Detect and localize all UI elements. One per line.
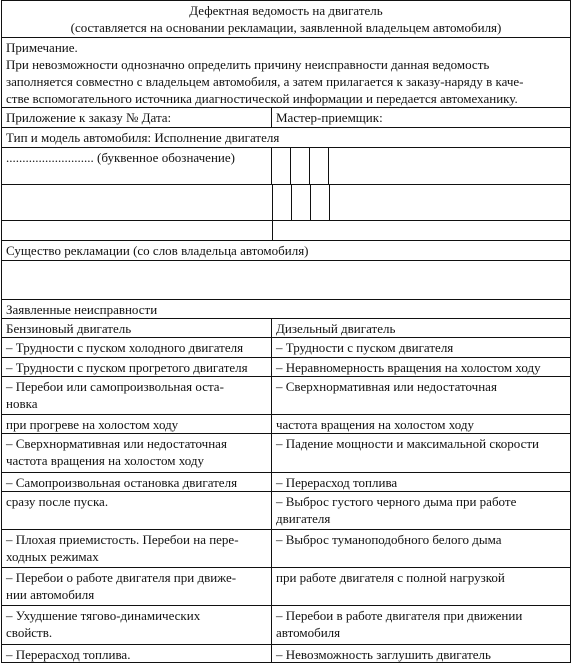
fault-text-line: – Перебои о работе двигателя при движе-	[6, 570, 237, 585]
note-line-1: При невозможности однозначно определить причину неисправности данная ведомость	[6, 57, 490, 72]
diesel-fault-item[interactable]	[272, 473, 570, 491]
petrol-fault-item[interactable]	[2, 377, 272, 414]
engine-code-box-7[interactable]	[311, 185, 330, 220]
petrol-fault-item[interactable]	[2, 338, 272, 357]
diesel-fault-item[interactable]	[272, 530, 570, 567]
diesel-fault-item[interactable]	[272, 338, 570, 357]
faults-header-row	[1, 318, 571, 337]
engine-code-box-3[interactable]	[310, 148, 329, 184]
fault-row	[1, 472, 571, 491]
fault-row	[1, 529, 571, 567]
fault-text-line: – Выброс туманоподобного белого дыма	[276, 532, 502, 547]
fault-text-line: сразу после пуска.	[6, 494, 109, 509]
petrol-fault-item[interactable]	[2, 358, 272, 376]
fault-text-line: – Сверхнормативная или недостаточная	[6, 436, 227, 451]
diesel-fault-item[interactable]	[272, 606, 570, 644]
engine-blank-cell[interactable]	[2, 185, 273, 220]
reception-master-field[interactable]: Мастер-приемщик:	[276, 110, 383, 125]
order-row	[1, 107, 571, 127]
order-attachment-field[interactable]: Приложение к заказу № Дата:	[2, 108, 272, 127]
petrol-fault-item[interactable]	[2, 606, 272, 644]
note-label: Примечание.	[6, 40, 78, 55]
engine-letter-code-field[interactable]: ........................... (буквенное обозначение)	[2, 148, 272, 184]
engine-code-row-3	[1, 220, 571, 240]
fault-text-line: – Трудности с пуском двигателя	[276, 340, 454, 355]
petrol-fault-item[interactable]	[2, 568, 272, 605]
vehicle-type-row	[1, 127, 571, 147]
fault-text-line: – Плохая приемистость. Перебои на пере-	[6, 532, 239, 547]
form-title: Дефектная ведомость на двигатель	[189, 3, 383, 18]
engine-code-box-4[interactable]	[329, 148, 570, 184]
fault-text-line: – Перерасход топлива.	[6, 647, 131, 662]
fault-row	[1, 491, 571, 529]
fault-row	[1, 567, 571, 605]
note-line-2: заполняется совместно с владельцем автомобиля, а затем прилагается к заказу-наряду в каче-	[6, 74, 524, 89]
fault-text-line: при прогреве на холостом ходу	[6, 417, 179, 432]
fault-text-line: частота вращения на холостом ходу	[276, 417, 474, 432]
fault-text-line: ходных режимах	[6, 549, 99, 564]
form-subtitle: (составляется на основании рекламации, заявленной владельцем автомобиля)	[70, 20, 502, 35]
engine-code-row	[1, 147, 571, 184]
diesel-fault-item[interactable]	[272, 568, 570, 605]
fault-row	[1, 376, 571, 414]
petrol-engine-header: Бензиновый двигатель	[2, 319, 272, 337]
diesel-fault-item[interactable]	[272, 645, 570, 662]
fault-row	[1, 357, 571, 376]
diesel-fault-item[interactable]	[272, 415, 570, 433]
faults-label-row	[1, 299, 571, 318]
engine-blank-cell-2[interactable]	[2, 221, 273, 240]
diesel-fault-item[interactable]	[272, 358, 570, 376]
fault-rows	[1, 337, 571, 663]
petrol-fault-item[interactable]	[2, 473, 272, 491]
engine-code-box-5[interactable]	[273, 185, 292, 220]
petrol-fault-item[interactable]	[2, 530, 272, 567]
fault-text-line: нии автомобиля	[6, 587, 95, 602]
form-header	[1, 0, 571, 37]
engine-code-row-2	[1, 184, 571, 220]
petrol-fault-item[interactable]	[2, 492, 272, 529]
fault-row	[1, 414, 571, 433]
engine-blank-cell-3[interactable]	[273, 221, 570, 240]
faults-label: Заявленные неисправности	[6, 302, 158, 317]
fault-text-line: – Самопроизвольная остановка двигателя	[6, 475, 238, 490]
fault-text-line: частота вращения на холостом ходу	[6, 453, 204, 468]
fault-row	[1, 605, 571, 644]
fault-text-line: – Перерасход топлива	[276, 475, 398, 490]
fault-text-line: – Трудности с пуском холодного двигателя	[6, 340, 244, 355]
fault-text-line: двигателя	[276, 511, 331, 526]
engine-code-box-2[interactable]	[291, 148, 310, 184]
petrol-fault-item[interactable]	[2, 645, 272, 662]
diesel-fault-item[interactable]	[272, 377, 570, 414]
fault-text-line: при работе двигателя с полной нагрузкой	[276, 570, 505, 585]
diesel-engine-header: Дизельный двигатель	[276, 321, 396, 336]
fault-row	[1, 433, 571, 472]
fault-text-line: – Неравномерность вращения на холостом ходу	[276, 360, 541, 375]
defect-statement-form	[1, 0, 571, 663]
engine-code-box-8[interactable]	[330, 185, 570, 220]
note-line-3: стве вспомогательного источника диагностической информации и передается автомеханику.	[6, 91, 518, 106]
engine-code-box-1[interactable]	[272, 148, 291, 184]
fault-text-line: – Трудности с пуском прогретого двигателя	[6, 360, 248, 375]
fault-row	[1, 337, 571, 357]
fault-text-line: – Ухудшение тягово-динамических	[6, 608, 201, 623]
fault-text-line: – Падение мощности и максимальной скорости	[276, 436, 539, 451]
fault-text-line: – Перебои в работе двигателя при движении	[276, 608, 523, 623]
complaint-input[interactable]	[1, 260, 571, 299]
complaint-label-row	[1, 240, 571, 260]
petrol-fault-item[interactable]	[2, 434, 272, 472]
complaint-label: Существо рекламации (со слов владельца автомобиля)	[6, 243, 309, 258]
fault-text-line: – Перебои или самопроизвольная оста-	[6, 379, 224, 394]
fault-text-line: автомобиля	[276, 625, 341, 640]
fault-text-line: новка	[6, 396, 38, 411]
note-section	[1, 37, 571, 107]
fault-text-line: – Выброс густого черного дыма при работе	[276, 494, 517, 509]
diesel-fault-item[interactable]	[272, 434, 570, 472]
fault-text-line: – Невозможность заглушить двигатель	[276, 647, 491, 662]
petrol-fault-item[interactable]	[2, 415, 272, 433]
diesel-fault-item[interactable]	[272, 492, 570, 529]
engine-code-box-6[interactable]	[292, 185, 311, 220]
fault-row	[1, 644, 571, 663]
vehicle-type-label[interactable]: Тип и модель автомобиля: Исполнение двигателя	[6, 130, 280, 145]
fault-text-line: свойств.	[6, 625, 53, 640]
fault-text-line: – Сверхнормативная или недостаточная	[276, 379, 497, 394]
